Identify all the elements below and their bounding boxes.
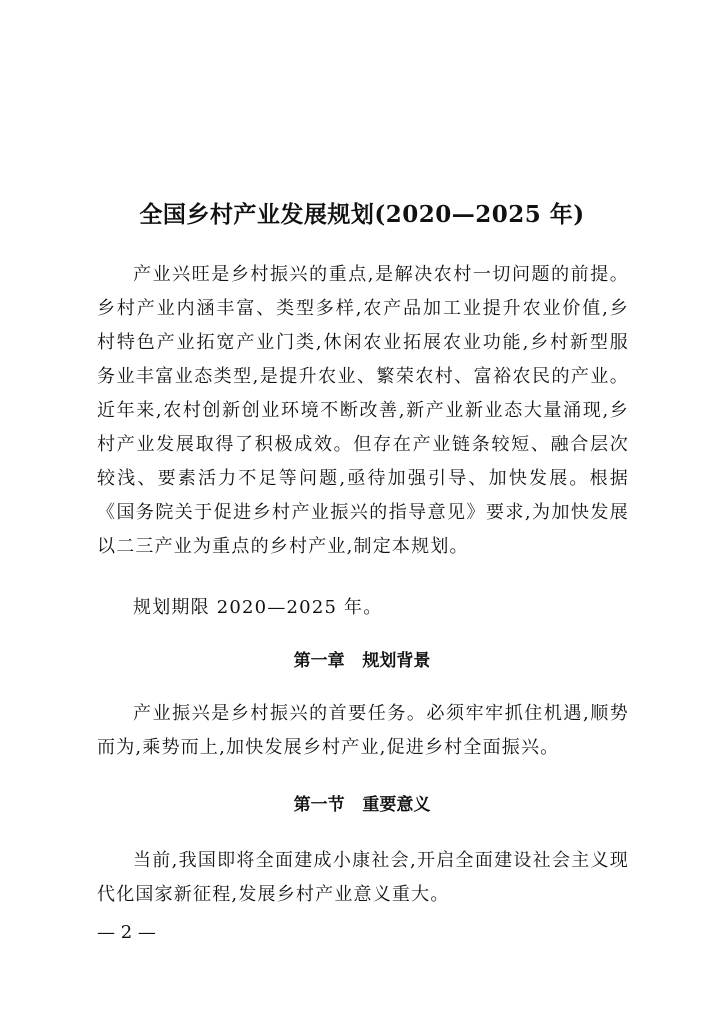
document-title: 全国乡村产业发展规划(2020—2025 年) [139,201,585,228]
paragraph-period: 规划期限 2020—2025 年。 [133,597,383,618]
chapter-heading: 第一章 规划背景 [293,651,431,671]
section-heading: 第一节 重要意义 [293,795,431,815]
page-number: — 2 — [97,922,156,943]
paragraph-section-intro: 当前,我国即将全面建成小康社会,开启全面建设社会主义现代化国家新征程,发展乡村产业意义重大。 [97,850,629,905]
paragraph-intro: 产业兴旺是乡村振兴的重点,是解决农村一切问题的前提。乡村产业内涵丰富、类型多样,农产品加工业提升农业价值,乡村特色产业拓宽产业门类,休闲农业拓展农业功能,乡村新型服务业丰富业态类型,是提升农业、繁荣农村、富裕农民的产业。近年来,农村创新创业环境不断改善,新产业新业态大量涌现,乡村产业发展取得了积极成效。但存在产业链条较短、融合层次较浅、要素活力不足等问题,亟待加强引导、加快发展。根据《国务院关于促进乡村产业振兴的指导意见》要求,为加快发展以二三产业为重点的乡村产业,制定本规划。 [97,264,629,557]
paragraph-chapter-intro: 产业振兴是乡村振兴的首要任务。必须牢牢抓住机遇,顺势而为,乘势而上,加快发展乡村产业,促进乡村全面振兴。 [97,703,629,758]
